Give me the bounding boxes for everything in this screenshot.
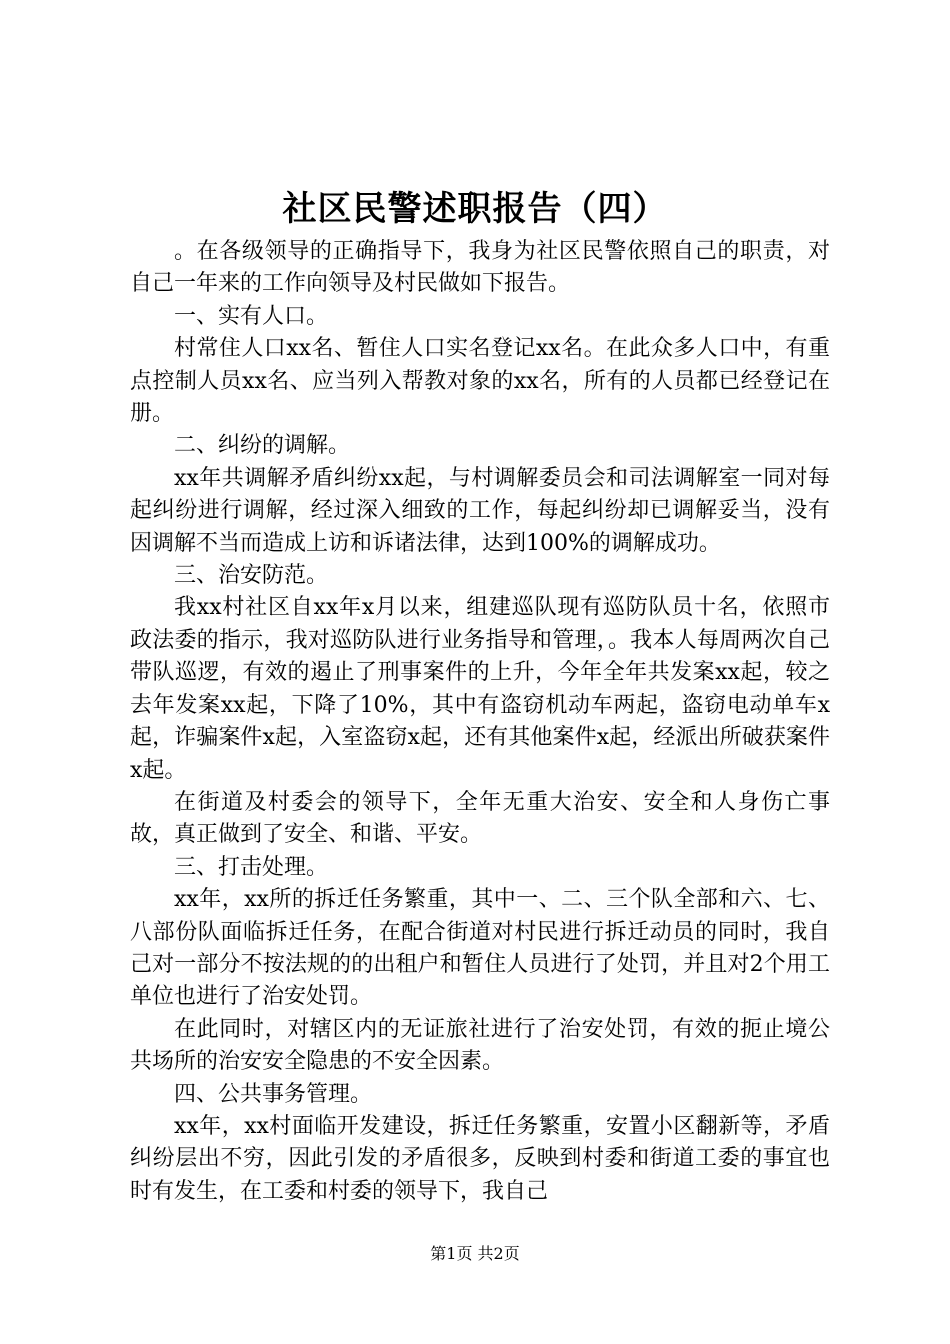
paragraph-intro: 。在各级领导的正确指导下，我身为社区民警依照自己的职责，对自己一年来的工作向领导及村民做如下报告。 bbox=[130, 239, 830, 297]
document-title: 社区民警述职报告（四） bbox=[282, 189, 668, 229]
section-heading-population: 一、实有人口。 bbox=[174, 303, 329, 329]
section-heading-security: 三、治安防范。 bbox=[174, 563, 329, 589]
paragraph-enforcement: xx年，xx所的拆迁任务繁重，其中一、二、三个队全部和六、七、八部份队面临拆迁任务，在配合街道对村民进行拆迁动员的同时，我自己对一部分不按法规的的出租户和暂住人员进行了处罚，并且对2个用工单位也进行了治安处罚。 bbox=[130, 887, 830, 1010]
page-footer: 第1页 共2页 bbox=[430, 1244, 520, 1263]
paragraph-public-affairs: xx年，xx村面临开发建设，拆迁任务繁重，安置小区翻新等，矛盾纠纷层出不穷，因此引发的矛盾很多，反映到村委和街道工委的事宜也时有发生，在工委和村委的领导下，我自己 bbox=[130, 1113, 830, 1204]
paragraph-population: 村常住人口xx名、暂住人口实名登记xx名。在此众多人口中，有重点控制人员xx名、应当列入帮教对象的xx名，所有的人员都已经登记在册。 bbox=[130, 336, 830, 427]
paragraph-enforcement-hotels: 在此同时，对辖区内的无证旅社进行了治安处罚，有效的扼止境公共场所的治安安全隐患的不安全因素。 bbox=[130, 1016, 830, 1075]
paragraph-security: 我xx村社区自xx年x月以来，组建巡队现有巡防队员十名，依照市政法委的指示，我对巡防队进行业务指导和管理，。我本人每周两次自己带队巡逻，有效的遏止了刑事案件的上升，今年全年共发案xx起，较之去年发案xx起，下降了10%，其中有盗窃机动车两起，盗窃电动单车x起，诈骗案件x起，入室盗窃x起，还有其他案件x起，经派出所破获案件x起。 bbox=[130, 595, 830, 783]
section-heading-mediation: 二、纠纷的调解。 bbox=[174, 433, 351, 459]
document-body bbox=[130, 236, 830, 1208]
section-heading-enforcement: 三、打击处理。 bbox=[174, 854, 329, 880]
paragraph-mediation: xx年共调解矛盾纠纷xx起，与村调解委员会和司法调解室一同对每起纠纷进行调解，经过深入细致的工作，每起纠纷却已调解妥当，没有因调解不当而造成上访和诉诸法律，达到100%的调解成功。 bbox=[130, 465, 830, 556]
paragraph-security-summary: 在街道及村委会的领导下，全年无重大治安、安全和人身伤亡事故，真正做到了安全、和谐、平安。 bbox=[130, 789, 830, 848]
section-heading-public-affairs: 四、公共事务管理。 bbox=[174, 1081, 373, 1107]
